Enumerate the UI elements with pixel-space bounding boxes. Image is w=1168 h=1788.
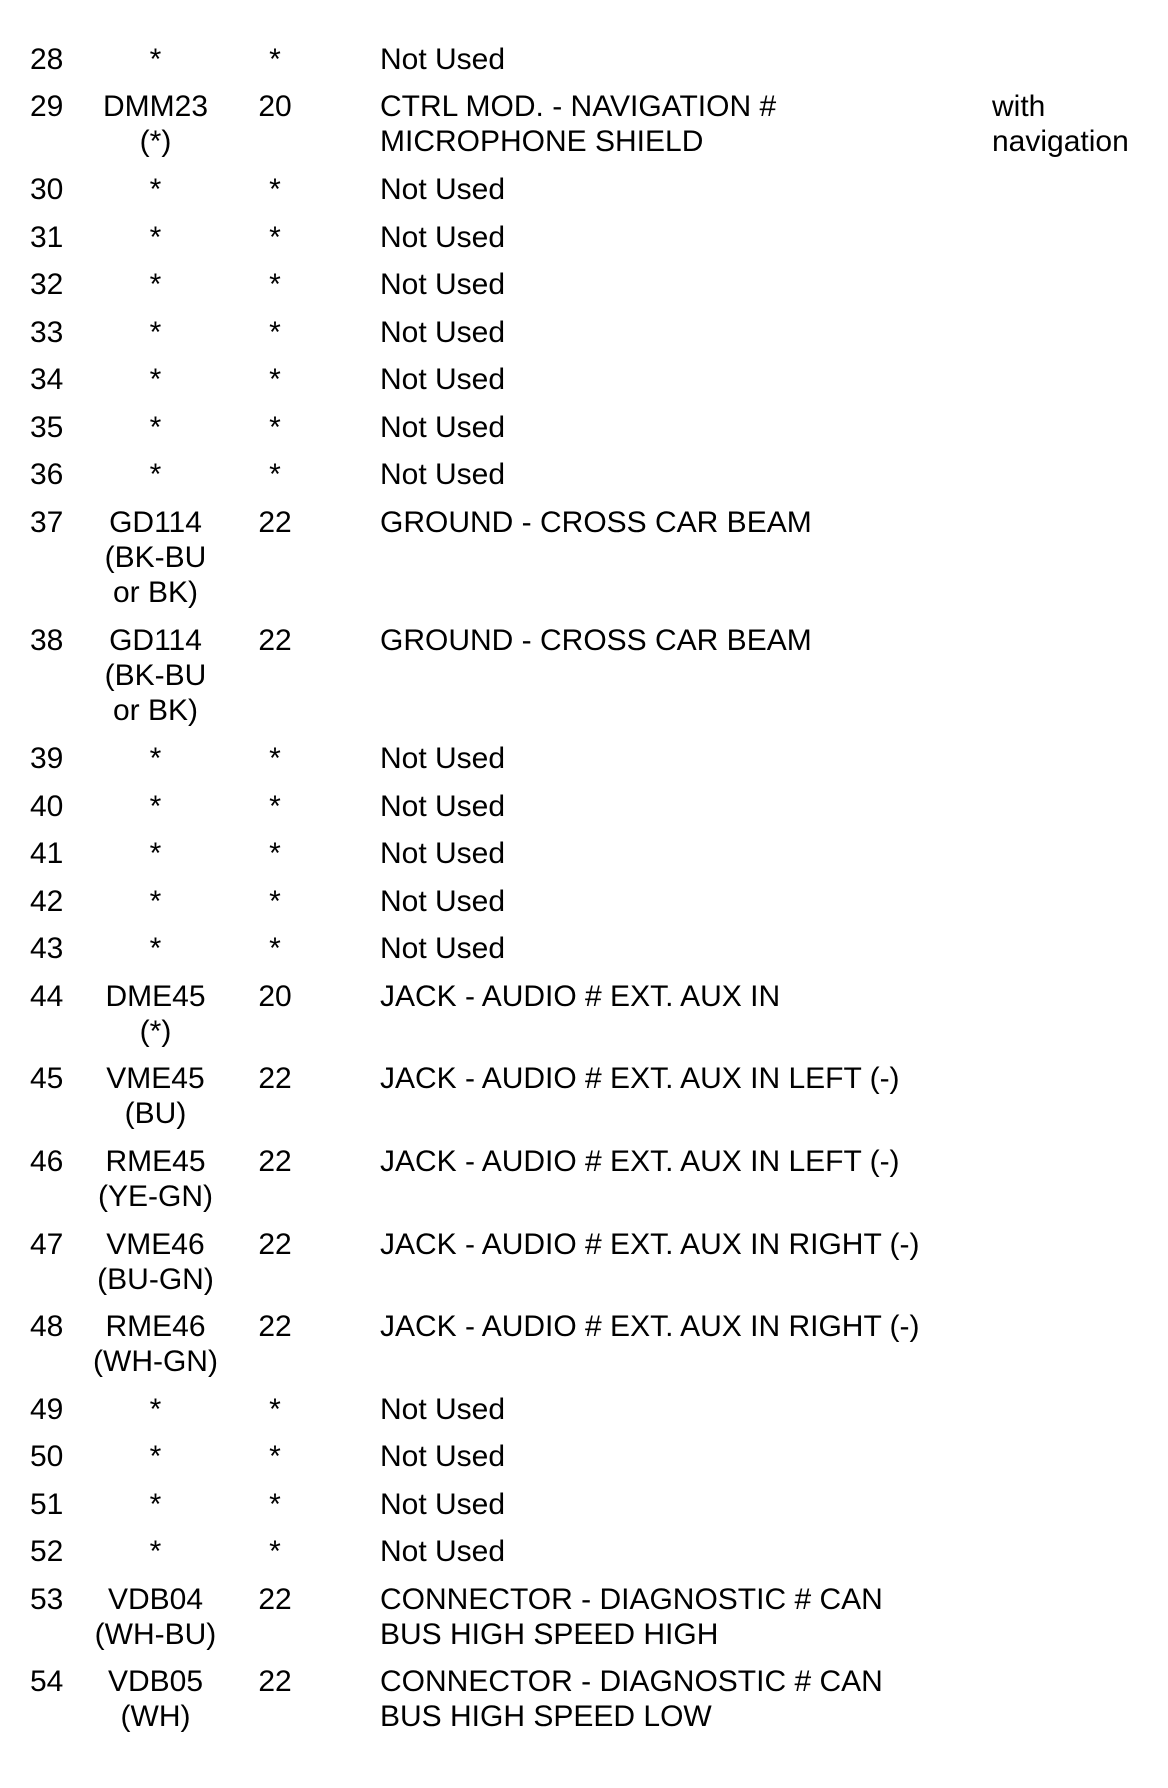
wire-gauge: 22 [258,1145,292,1178]
table-row [0,1439,1168,1487]
pin-number: 53 [30,1583,64,1616]
pin-number: 45 [30,1062,64,1095]
circuit-code: * [149,1440,162,1473]
wire-gauge: * [269,885,281,918]
wire-gauge: * [269,837,281,870]
wire-gauge: * [269,43,281,76]
wire-gauge: * [269,1488,281,1521]
wire-gauge: 22 [258,1583,292,1616]
pin-number: 44 [30,980,64,1013]
table-row [0,1487,1168,1534]
circuit-code: * [149,363,162,396]
pin-function: JACK - AUDIO # EXT. AUX IN RIGHT (-) [380,1310,920,1343]
table-row [0,836,1168,884]
wire-gauge: 20 [258,90,292,123]
pin-number: 47 [30,1228,64,1261]
pin-function: Not Used [380,316,506,349]
pin-function: Not Used [380,932,506,965]
wire-gauge: 22 [258,1062,292,1095]
circuit-code: * [149,458,162,491]
wire-gauge: * [269,932,281,965]
pin-number: 28 [30,43,64,76]
wire-gauge: * [269,268,281,301]
table-row [0,789,1168,836]
pin-function: CONNECTOR - DIAGNOSTIC # CAN BUS HIGH SPEED LOW [380,1665,883,1733]
pin-number: 48 [30,1310,64,1343]
circuit-code: VDB05 (WH) [107,1665,204,1733]
pin-function: Not Used [380,458,506,491]
pin-number: 42 [30,885,64,918]
pin-function: JACK - AUDIO # EXT. AUX IN RIGHT (-) [380,1228,920,1261]
table-row [0,267,1168,315]
wire-gauge: * [269,411,281,444]
table-row [0,1144,1168,1227]
circuit-code: * [149,837,162,870]
table-row [0,42,1168,89]
wire-gauge: * [269,742,281,775]
wire-gauge: 22 [258,1665,292,1698]
circuit-code: * [149,173,162,206]
pin-number: 54 [30,1665,64,1698]
pin-number: 49 [30,1393,64,1426]
wire-gauge: * [269,1535,281,1568]
pin-number: 31 [30,221,64,254]
pin-number: 51 [30,1488,64,1521]
wire-gauge: * [269,316,281,349]
pin-function: Not Used [380,1488,506,1521]
pin-function: JACK - AUDIO # EXT. AUX IN [380,980,781,1013]
pin-function: Not Used [380,411,506,444]
table-row [0,884,1168,931]
wire-gauge: * [269,363,281,396]
circuit-code: VME46 (BU-GN) [97,1228,214,1296]
pin-function: Not Used [380,268,506,301]
pin-number: 38 [30,624,64,657]
circuit-code: GD114 (BK-BU or BK) [104,506,207,609]
pin-function: GROUND - CROSS CAR BEAM [380,624,812,657]
table-row [0,1534,1168,1582]
wire-gauge: 22 [258,624,292,657]
circuit-code: * [149,790,162,823]
pin-number: 34 [30,363,64,396]
pin-number: 43 [30,932,64,965]
pin-number: 33 [30,316,64,349]
table-row [0,410,1168,457]
pin-number: 52 [30,1535,64,1568]
pin-number: 29 [30,90,64,123]
table-row [0,1392,1168,1439]
pin-function: Not Used [380,363,506,396]
pin-function: Not Used [380,885,506,918]
wire-gauge: * [269,173,281,206]
table-row [0,931,1168,979]
wire-gauge: * [269,1393,281,1426]
pin-function: CTRL MOD. - NAVIGATION # MICROPHONE SHIELD [380,90,777,158]
circuit-code: * [149,742,162,775]
circuit-code: * [149,221,162,254]
table-row [0,1227,1168,1309]
circuit-code: * [149,1488,162,1521]
circuit-code: * [149,1535,162,1568]
pin-number: 35 [30,411,64,444]
table-row [0,315,1168,362]
pin-number: 30 [30,173,64,206]
wire-gauge: 20 [258,980,292,1013]
wire-gauge: 22 [258,1310,292,1343]
wire-gauge: * [269,458,281,491]
wire-gauge: * [269,790,281,823]
table-row [0,220,1168,267]
table-row [0,89,1168,172]
circuit-code: VDB04 (WH-BU) [94,1583,217,1651]
pin-function: Not Used [380,221,506,254]
pin-number: 32 [30,268,64,301]
wire-gauge: 22 [258,1228,292,1261]
circuit-code: DMM23 (*) [102,90,208,158]
wire-gauge: * [269,1440,281,1473]
pin-function: CONNECTOR - DIAGNOSTIC # CAN BUS HIGH SPEED HIGH [380,1583,883,1651]
pin-number: 41 [30,837,64,870]
pin-number: 46 [30,1145,64,1178]
pin-function: Not Used [380,173,506,206]
table-row [0,1061,1168,1144]
table-row [0,505,1168,623]
circuit-code: * [149,316,162,349]
table-row [0,1309,1168,1392]
pin-function: Not Used [380,43,506,76]
pin-function: JACK - AUDIO # EXT. AUX IN LEFT (-) [380,1145,900,1178]
circuit-code: DME45 (*) [105,980,206,1048]
pin-number: 50 [30,1440,64,1473]
pin-function: Not Used [380,742,506,775]
circuit-code: VME45 (BU) [106,1062,205,1130]
pin-number: 40 [30,790,64,823]
pin-number: 39 [30,742,64,775]
pin-function: JACK - AUDIO # EXT. AUX IN LEFT (-) [380,1062,900,1095]
table-row [0,1664,1168,1747]
connector-pinout-table [0,42,1168,1747]
pin-function: Not Used [380,790,506,823]
pin-option: with navigation [992,90,1129,158]
pin-function: GROUND - CROSS CAR BEAM [380,506,812,539]
pin-number: 37 [30,506,64,539]
circuit-code: * [149,932,162,965]
pin-number: 36 [30,458,64,491]
table-row [0,741,1168,789]
table-row [0,1582,1168,1664]
pin-function: Not Used [380,1440,506,1473]
pin-function: Not Used [380,837,506,870]
circuit-code: GD114 (BK-BU or BK) [104,624,207,727]
circuit-code: * [149,411,162,444]
wire-gauge: * [269,221,281,254]
circuit-code: * [149,268,162,301]
circuit-code: RME46 (WH-GN) [93,1310,218,1378]
table-row [0,457,1168,505]
circuit-code: * [149,885,162,918]
pin-function: Not Used [380,1535,506,1568]
table-row [0,172,1168,220]
table-row [0,362,1168,410]
pin-function: Not Used [380,1393,506,1426]
circuit-code: * [149,1393,162,1426]
table-row [0,623,1168,741]
wire-gauge: 22 [258,506,292,539]
circuit-code: * [149,43,162,76]
table-row [0,979,1168,1061]
circuit-code: RME45 (YE-GN) [98,1145,213,1213]
